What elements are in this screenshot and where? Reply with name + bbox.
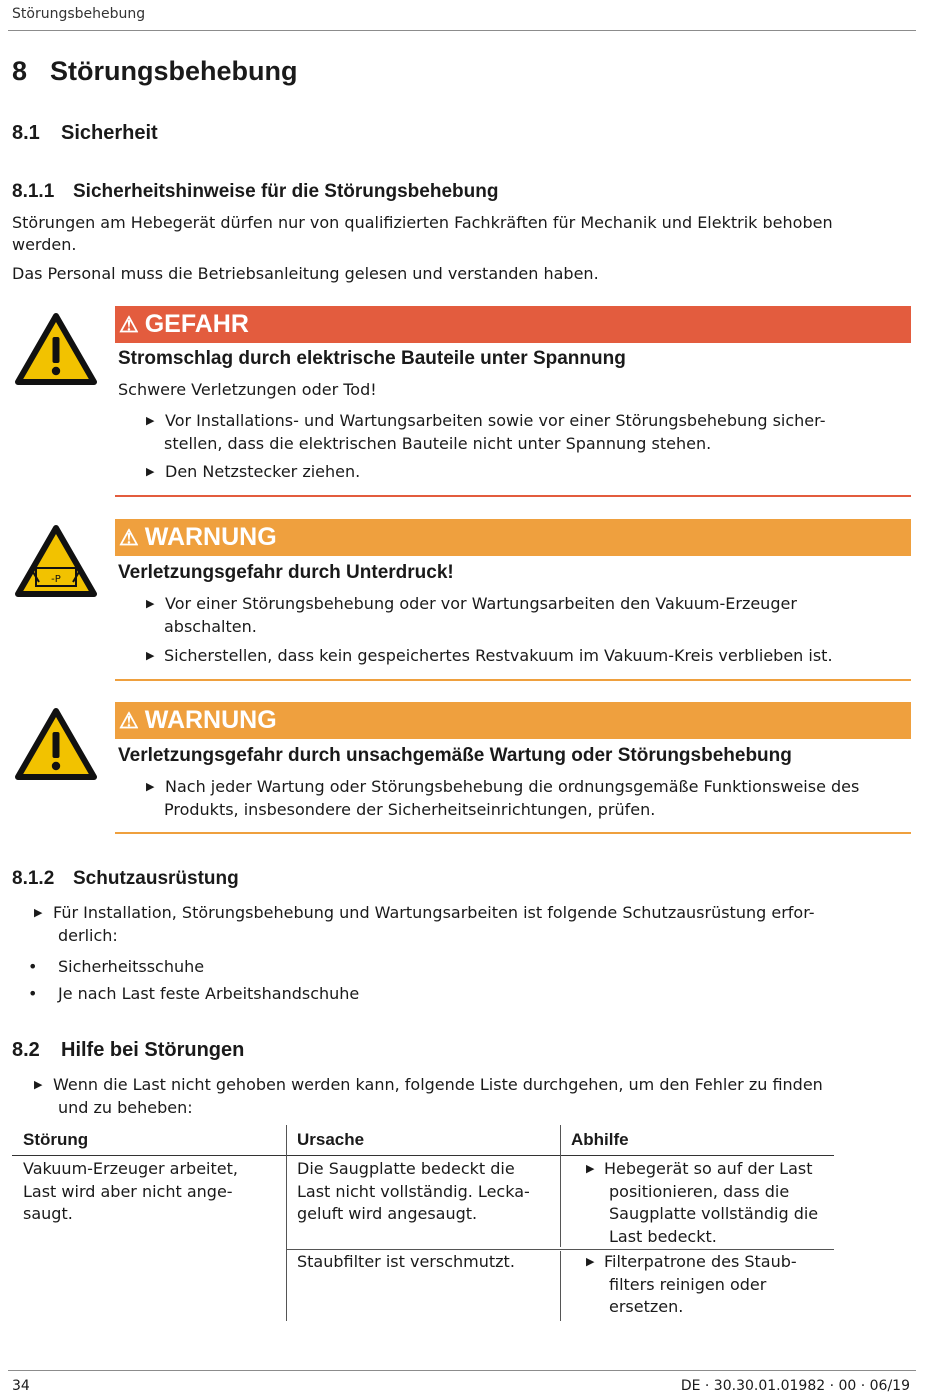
text-line: saugt. bbox=[23, 1204, 73, 1223]
section-heading-8-1-1 bbox=[12, 181, 498, 203]
section-number: 8.1.1 bbox=[12, 181, 55, 202]
text-line: stellen, dass die elektrischen Bauteile nicht unter Spannung stehen. bbox=[164, 433, 712, 453]
section-title: Schutzausrüstung bbox=[73, 868, 239, 889]
arrow-icon: ▶ bbox=[146, 649, 155, 662]
signal-band-danger bbox=[115, 306, 911, 343]
text-line: und zu beheben: bbox=[58, 1097, 193, 1117]
paragraph-read-manual: Das Personal muss die Betriebsanleitung gelesen und verstanden haben. bbox=[12, 264, 599, 283]
column-header-fault: Störung bbox=[23, 1130, 89, 1149]
warning-triangle-icon: ⚠ bbox=[119, 312, 139, 337]
action-item bbox=[146, 645, 906, 668]
text-line: filters reinigen oder bbox=[609, 1274, 767, 1294]
paragraph-qualified-staff bbox=[12, 212, 902, 256]
section-number: 8.2 bbox=[12, 1039, 40, 1061]
arrow-icon: ▶ bbox=[146, 465, 155, 478]
table-cell-cause bbox=[297, 1251, 515, 1274]
footer-divider bbox=[8, 1370, 916, 1371]
arrow-icon: ▶ bbox=[586, 1162, 595, 1175]
column-header-remedy: Abhilfe bbox=[571, 1130, 629, 1149]
vacuum-warning-sign-icon bbox=[14, 524, 98, 598]
section-heading-8-2 bbox=[12, 1039, 244, 1062]
text-line: Vor einer Störungsbehebung oder vor Wartungsarbeiten den Vakuum-Erzeuger bbox=[165, 594, 797, 613]
text-line: Nach jeder Wartung oder Störungsbehebung die ordnungsgemäße Funktionsweise des bbox=[165, 777, 860, 796]
document-reference: DE · 30.30.01.01982 · 00 · 06/19 bbox=[680, 1378, 910, 1394]
signal-word: WARNUNG bbox=[144, 523, 277, 551]
text-line: positionieren, dass die bbox=[609, 1181, 790, 1201]
header-divider bbox=[8, 30, 916, 31]
warning-end-line bbox=[115, 495, 911, 497]
signal-band-warning bbox=[115, 519, 911, 556]
warning-end-line bbox=[115, 832, 911, 834]
action-item bbox=[146, 461, 906, 484]
arrow-icon: ▶ bbox=[586, 1255, 595, 1268]
text-line: Sicherstellen, dass kein gespeichertes Restvakuum im Vakuum-Kreis verblieben ist. bbox=[164, 646, 833, 665]
hazard-title: Verletzungsgefahr durch unsachgemäße Wartung oder Störungsbehebung bbox=[118, 745, 792, 766]
vacuum-sign-label: -P bbox=[51, 574, 61, 585]
text-line: Störungen am Hebegerät dürfen nur von qualifizierten Fachkräften für Mechanik und Elektrik behoben bbox=[12, 213, 833, 232]
table-row-rule bbox=[286, 1249, 834, 1250]
signal-band-warning bbox=[115, 702, 911, 739]
text-line: Wenn die Last nicht gehoben werden kann, folgende Liste durchgehen, um den Fehler zu finden bbox=[53, 1075, 823, 1094]
text-line: Vakuum-Erzeuger arbeitet, bbox=[23, 1159, 238, 1178]
warning-end-line bbox=[115, 679, 911, 681]
warning-sign-icon bbox=[14, 312, 98, 386]
table-cell-fault bbox=[23, 1158, 238, 1226]
section-title: Sicherheit bbox=[61, 122, 158, 144]
page-number: 34 bbox=[12, 1378, 30, 1394]
text-line: Hebegerät so auf der Last bbox=[604, 1159, 813, 1178]
troubleshooting-table bbox=[12, 1125, 834, 1321]
chapter-heading bbox=[12, 56, 297, 87]
text-line: Last nicht vollständig. Lecka- bbox=[297, 1181, 530, 1201]
text-line: ersetzen. bbox=[609, 1297, 684, 1316]
text-line: geluft wird angesaugt. bbox=[297, 1204, 478, 1223]
table-column-divider bbox=[560, 1125, 561, 1247]
arrow-icon: ▶ bbox=[34, 906, 43, 919]
action-item bbox=[146, 776, 906, 821]
list-item bbox=[28, 956, 205, 979]
action-item bbox=[34, 902, 894, 947]
text-line: Staubfilter ist verschmutzt. bbox=[297, 1252, 515, 1271]
table-column-divider bbox=[560, 1251, 561, 1321]
column-header-cause: Ursache bbox=[297, 1130, 365, 1149]
section-heading-8-1 bbox=[12, 122, 158, 145]
hazard-title: Stromschlag durch elektrische Bauteile unter Spannung bbox=[118, 348, 626, 369]
text-line: Für Installation, Störungsbehebung und Wartungsarbeiten ist folgende Schutzausrüstung erfor- bbox=[53, 903, 815, 922]
arrow-icon: ▶ bbox=[146, 414, 155, 427]
section-number: 8.1.2 bbox=[12, 868, 55, 889]
chapter-title: Störungsbehebung bbox=[50, 56, 298, 86]
action-item bbox=[146, 410, 906, 455]
bullet-dot: • bbox=[28, 984, 38, 1003]
text-line: abschalten. bbox=[164, 616, 257, 636]
text-line: Produkts, insbesondere der Sicherheitseinrichtungen, prüfen. bbox=[164, 799, 656, 819]
table-column-divider bbox=[286, 1125, 287, 1321]
warning-sign-icon bbox=[14, 707, 98, 781]
text-line: derlich: bbox=[58, 925, 118, 945]
chapter-number: 8 bbox=[12, 56, 28, 86]
arrow-icon: ▶ bbox=[146, 597, 155, 610]
table-header-rule bbox=[12, 1155, 834, 1156]
list-item-text: Je nach Last feste Arbeitshandschuhe bbox=[58, 984, 360, 1003]
warning-triangle-icon: ⚠ bbox=[119, 708, 139, 733]
bullet-dot: • bbox=[28, 957, 38, 976]
list-item bbox=[28, 983, 360, 1006]
hazard-consequence: Schwere Verletzungen oder Tod! bbox=[118, 380, 377, 399]
section-number: 8.1 bbox=[12, 122, 40, 144]
section-heading-8-1-2 bbox=[12, 868, 239, 890]
signal-word: WARNUNG bbox=[144, 706, 277, 734]
running-header: Störungsbehebung bbox=[12, 6, 146, 22]
text-line: Last bedeckt. bbox=[609, 1226, 717, 1246]
list-item-text: Sicherheitsschuhe bbox=[58, 957, 205, 976]
text-line: Last wird aber nicht ange- bbox=[23, 1181, 233, 1201]
table-cell-cause bbox=[297, 1158, 530, 1226]
action-item bbox=[146, 593, 906, 638]
table-cell-remedy bbox=[586, 1158, 832, 1248]
text-line: Filterpatrone des Staub- bbox=[604, 1252, 797, 1271]
arrow-icon: ▶ bbox=[146, 780, 155, 793]
arrow-icon: ▶ bbox=[34, 1078, 43, 1091]
hazard-title: Verletzungsgefahr durch Unterdruck! bbox=[118, 562, 454, 583]
text-line: Saugplatte vollständig die bbox=[609, 1204, 819, 1223]
text-line: Vor Installations- und Wartungsarbeiten sowie vor einer Störungsbehebung sicher- bbox=[165, 411, 826, 430]
warning-triangle-icon: ⚠ bbox=[119, 525, 139, 550]
text-line: Den Netzstecker ziehen. bbox=[165, 462, 361, 481]
table-cell-remedy bbox=[586, 1251, 832, 1319]
text-line: Die Saugplatte bedeckt die bbox=[297, 1159, 515, 1178]
section-title: Hilfe bei Störungen bbox=[61, 1039, 245, 1061]
section-title: Sicherheitshinweise für die Störungsbehebung bbox=[73, 181, 499, 202]
signal-word: GEFAHR bbox=[144, 310, 249, 338]
action-item bbox=[34, 1074, 894, 1119]
text-line: werden. bbox=[12, 235, 77, 254]
